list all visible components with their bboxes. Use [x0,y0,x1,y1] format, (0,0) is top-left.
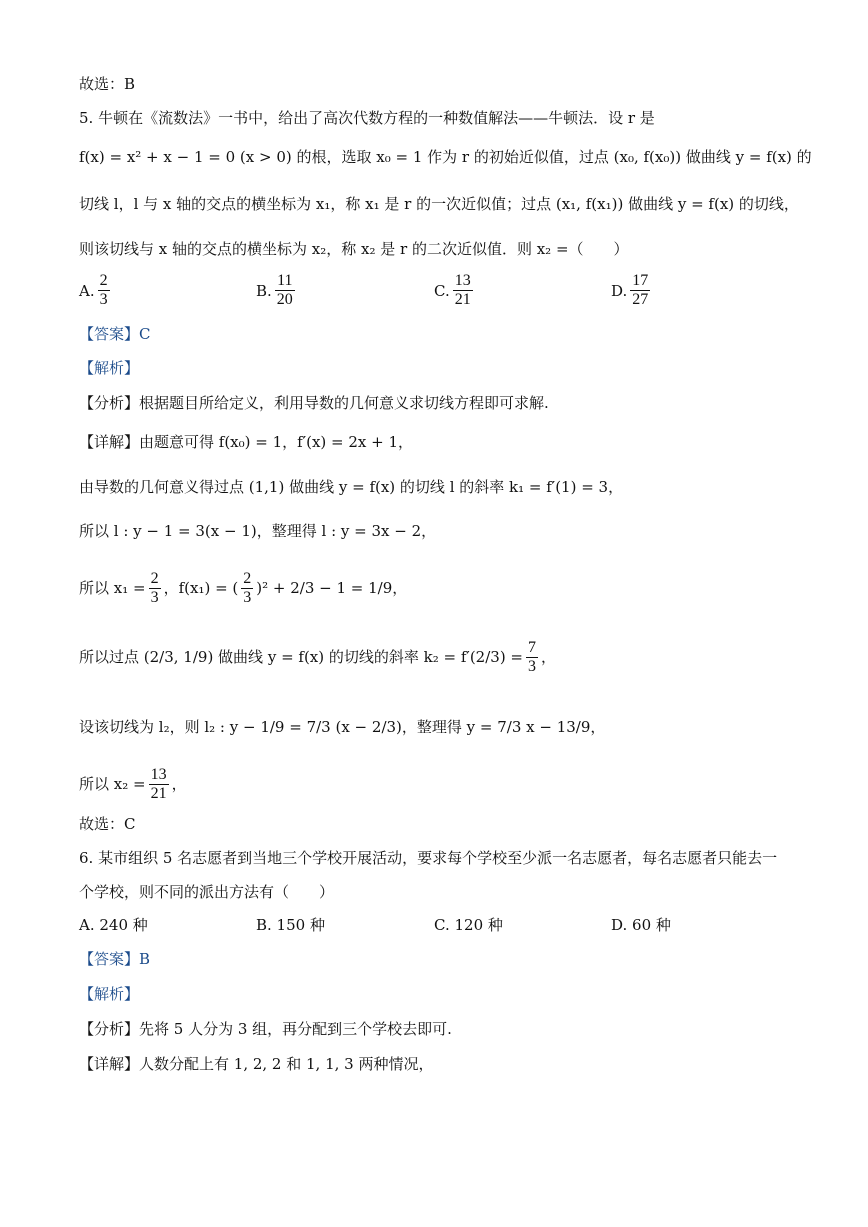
detailed-solution: 【详解】人数分配上有 1, 2, 2 和 1, 1, 3 两种情况， [79,1055,434,1073]
option-a [79,272,113,309]
fraction [149,766,169,803]
fraction-numerator: 7 [528,638,537,656]
option-fraction [275,272,295,309]
option-fraction [630,272,650,309]
option-a: A. 240 种 [79,916,148,934]
option-d [611,272,653,309]
question-5-stem: 5. 牛顿在《流数法》一书中，给出了高次代数方程的一种数值解法——牛顿法．设 r 是 [79,109,655,127]
fraction-denominator: 3 [528,657,537,675]
text-fragment: 所以 x₂ = [79,775,146,793]
solution-step [79,762,808,806]
text-line: 故选：B [79,75,136,93]
analysis-label: 【解析】 [79,359,140,377]
fraction-numerator: 13 [150,765,167,783]
fraction-numerator: 2 [99,272,108,289]
text-fragment: 所以 x₁ = [79,579,146,597]
question-6-stem: 6. 某市组织 5 名志愿者到当地三个学校开展活动，要求每个学校至少派一名志愿者，每名志愿者只能去一 [79,849,778,867]
option-letter: D. [611,281,628,300]
option-fraction [98,272,110,309]
fraction-numerator: 11 [277,272,293,289]
fraction-denominator: 21 [150,784,167,802]
solution-step: 所以 l : y − 1 = 3(x − 1)，整理得 l : y = 3x − 2， [79,522,437,540]
solution-step [79,635,808,679]
text-fragment: ，f(x₁) = ( [163,579,239,597]
option-c: C. 120 种 [434,916,503,934]
text-line: 切线 l，l 与 x 轴的交点的横坐标为 x₁，称 x₁ 是 r 的一次近似值；过点 (x₁, f(x₁)) 做曲线 y = f(x) 的切线， [79,195,799,213]
option-letter: C. [434,281,450,300]
fraction-denominator: 21 [454,291,471,308]
fraction-denominator: 27 [632,291,649,308]
solution-step [79,566,808,610]
analysis-summary: 【分析】根据题目所给定义，利用导数的几何意义求切线方程即可求解. [79,394,549,412]
text-line: 则该切线与 x 轴的交点的横坐标为 x₂，称 x₂ 是 r 的二次近似值．则 x₂ =（ ） [79,240,629,258]
analysis-label: 【解析】 [79,985,140,1003]
option-letter: B. [256,281,272,300]
fraction-denominator: 3 [150,588,159,606]
option-letter: A. [79,281,95,300]
option-d: D. 60 种 [611,916,671,934]
text-line: f(x) = x² + x − 1 = 0 (x > 0) 的根，选取 x₀ = 1 作为 r 的初始近似值，过点 (x₀, f(x₀)) 做曲线 y = f(x) 的 [79,148,812,166]
fraction [149,570,161,607]
text-line: 个学校，则不同的派出方法有（ ） [79,883,335,901]
option-b: B. 150 种 [256,916,325,934]
fraction-numerator: 13 [454,272,471,289]
fraction-denominator: 20 [276,291,293,308]
fraction-denominator: 3 [99,291,108,308]
answer-label: 【答案】C [79,325,151,343]
text-fragment: )² + 2/3 − 1 = 1/9， [256,579,408,597]
solution-step: 由导数的几何意义得过点 (1,1) 做曲线 y = f(x) 的切线 l 的斜率 k₁ = f′(1) = 3， [79,478,624,496]
fraction-numerator: 17 [632,272,649,289]
detailed-solution: 【详解】由题意可得 f(x₀) = 1，f′(x) = 2x + 1， [79,433,414,451]
text-fragment: ， [171,775,187,793]
fraction [526,639,538,676]
fraction-denominator: 3 [243,588,252,606]
option-b [256,272,298,309]
text-fragment: ， [541,648,557,666]
answer-label: 【答案】B [79,950,151,968]
text-fragment: 所以过点 (2/3, 1/9) 做曲线 y = f(x) 的切线的斜率 k₂ = f′(2/3) = [79,648,524,666]
fraction-numerator: 2 [150,569,159,587]
option-c [434,272,476,309]
option-fraction [453,272,473,309]
fraction [241,570,253,607]
fraction-numerator: 2 [243,569,252,587]
solution-step: 设该切线为 l₂，则 l₂ : y − 1/9 = 7/3 (x − 2/3)，整理得 y = 7/3 x − 13/9， [79,718,606,736]
text-line: 故选：C [79,815,136,833]
analysis-summary: 【分析】先将 5 人分为 3 组，再分配到三个学校去即可. [79,1020,452,1038]
